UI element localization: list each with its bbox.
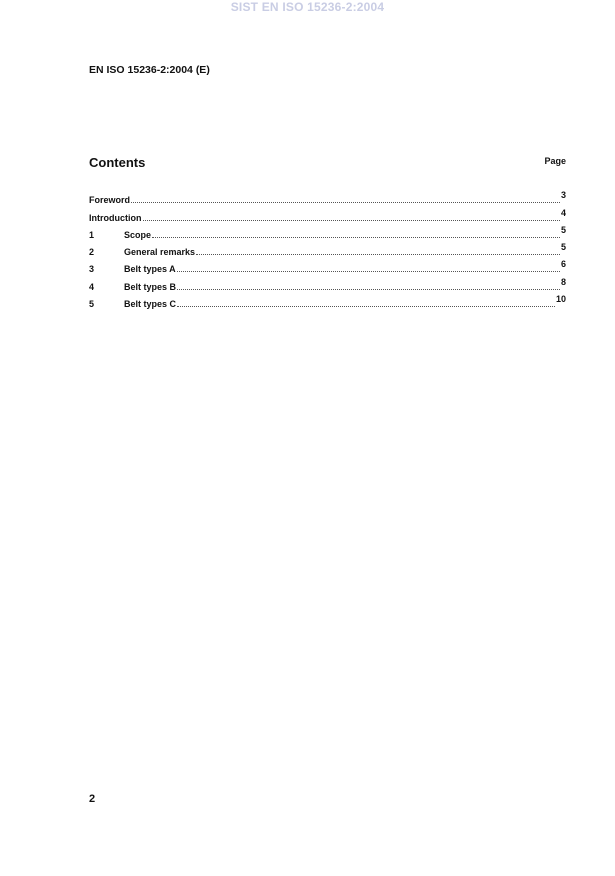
toc-entry-page: 8 [560,276,566,287]
toc-dot-leader [177,289,560,290]
toc-entry-foreword[interactable] [89,188,566,205]
toc-entry-title: Belt types C [124,299,177,310]
toc-entry-introduction[interactable] [89,205,566,222]
toc-dot-leader [196,254,560,255]
toc-entry-belt-types-a[interactable] [89,257,566,274]
toc-entry-title: Scope [124,229,152,240]
toc-dot-leader [177,306,555,307]
toc-entry-title: Foreword [89,195,131,206]
watermark: SIST EN ISO 15236-2:2004 [230,0,385,14]
toc-entry-page: 6 [560,259,566,270]
toc-dot-leader [177,271,560,272]
toc-entry-page: 5 [560,242,566,253]
toc-dot-leader [131,202,560,203]
toc-dot-leader [143,220,560,221]
toc-entry-title: Belt types A [124,264,176,275]
table-of-contents [89,188,566,309]
toc-entry-general-remarks[interactable] [89,240,566,257]
toc-entry-title: General remarks [124,247,196,258]
toc-entry-title: Belt types B [124,281,177,292]
toc-entry-number: 2 [89,247,95,258]
toc-entry-page: 3 [560,190,566,201]
toc-entry-page: 4 [560,207,566,218]
document-identifier: EN ISO 15236-2:2004 (E) [89,64,210,76]
toc-entry-scope[interactable] [89,223,566,240]
toc-entry-number: 5 [89,299,95,310]
page-column-label: Page [544,156,566,166]
toc-entry-title: Introduction [89,212,142,223]
toc-dot-leader [152,237,560,238]
toc-entry-number: 1 [89,229,95,240]
toc-entry-page: 10 [555,294,566,305]
contents-heading: Contents [89,155,146,170]
toc-entry-belt-types-b[interactable] [89,274,566,291]
toc-entry-belt-types-c[interactable] [89,292,566,309]
page-number: 2 [89,793,96,805]
toc-entry-number: 3 [89,264,95,275]
toc-entry-page: 5 [560,224,566,235]
toc-entry-number: 4 [89,281,95,292]
